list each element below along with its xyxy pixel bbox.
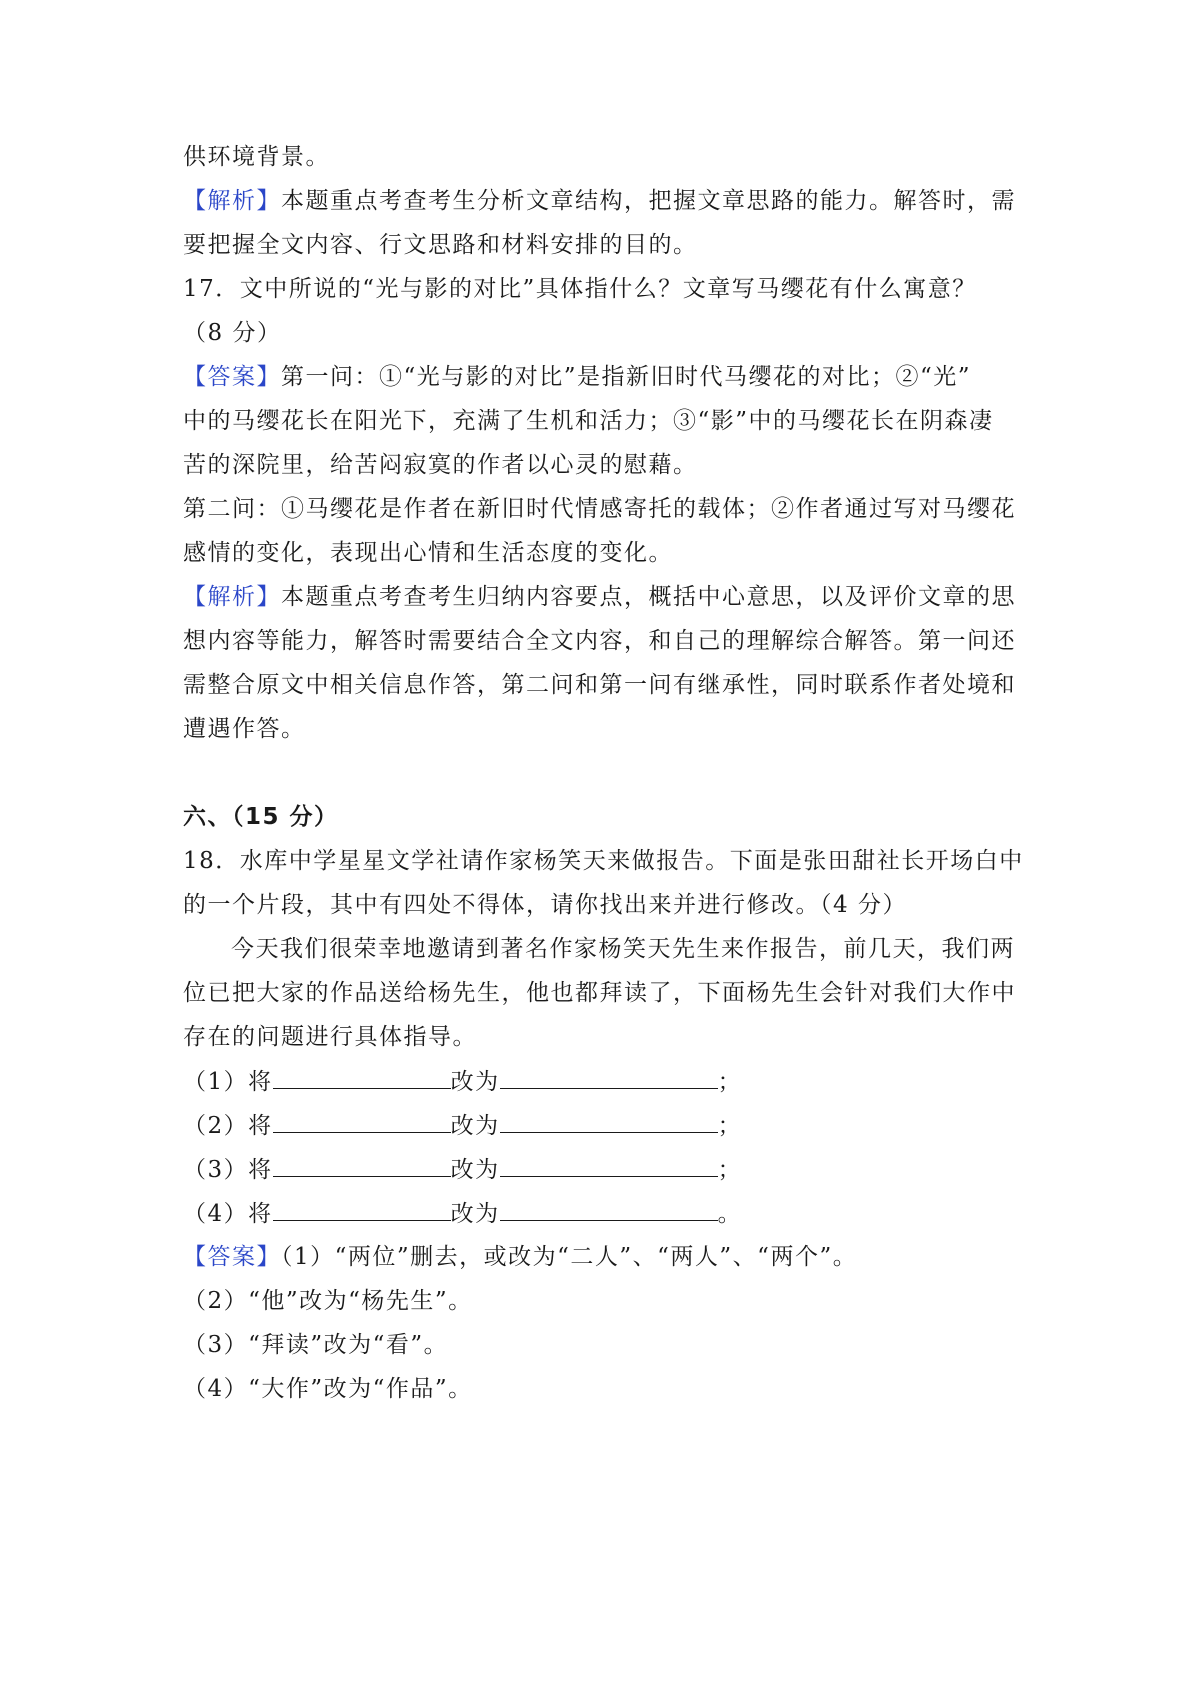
answer-line	[183, 362, 971, 392]
text-span: 将	[248, 1201, 273, 1227]
text-span: 遭遇作答。	[183, 716, 306, 742]
answer-blank[interactable]	[500, 1066, 718, 1089]
answer-line	[183, 1242, 857, 1272]
text-span: （1）“两位”删去，或改为“二人”、“两人”、“两个”。	[281, 1244, 858, 1270]
text-span: 改为	[450, 1069, 500, 1095]
text-line	[183, 142, 330, 172]
text-span: 18．水库中学星星文学社请作家杨笑天来做报告。下面是张田甜社长开场白中	[183, 848, 1024, 874]
item-number: （4）	[183, 1201, 249, 1227]
text-span: （8 分）	[183, 320, 282, 346]
text-line	[183, 626, 1016, 656]
text-line	[183, 230, 698, 260]
text-span: 感情的变化，表现出心情和生活态度的变化。	[183, 540, 673, 566]
text-span: 17．文中所说的“光与影的对比”具体指什么？文章写马缨花有什么寓意？	[183, 276, 977, 302]
text-span: 位已把大家的作品送给杨先生，他也都拜读了，下面杨先生会针对我们大作中	[183, 980, 1016, 1006]
text-span: 改为	[450, 1157, 500, 1183]
text-line	[183, 494, 1016, 524]
passage-line	[183, 978, 1016, 1008]
text-span: 的一个片段，其中有四处不得体，请你找出来并进行修改。（4 分）	[183, 892, 907, 918]
text-span: 将	[248, 1157, 273, 1183]
text-line	[183, 670, 1016, 700]
text-span: 将	[248, 1113, 273, 1139]
text-span: 。	[717, 1201, 743, 1227]
item-number: （3）	[183, 1157, 249, 1183]
question-18	[183, 846, 1024, 876]
text-span: ；	[717, 1069, 743, 1095]
answer-blank[interactable]	[273, 1066, 451, 1089]
text-line	[183, 714, 306, 744]
text-span: 改为	[450, 1113, 500, 1139]
text-span: （3）“拜读”改为“看”。	[183, 1332, 449, 1358]
answer-tag: 【答案】	[183, 364, 281, 390]
answer-blank[interactable]	[500, 1154, 718, 1177]
text-span: 今天我们很荣幸地邀请到著名作家杨笑天先生来作报告，前几天，我们两	[231, 936, 1015, 962]
text-span: 苦的深院里，给苦闷寂寞的作者以心灵的慰藉。	[183, 452, 698, 478]
text-span: 六、（15 分）	[183, 804, 339, 830]
text-span: 第一问：①“光与影的对比”是指新旧时代马缨花的对比；②“光”	[281, 364, 972, 390]
text-span: 改为	[450, 1201, 500, 1227]
passage-line	[183, 1022, 477, 1052]
text-line	[183, 538, 673, 568]
fill-item-4	[183, 1198, 742, 1229]
text-span: 想内容等能力，解答时需要结合全文内容，和自己的理解综合解答。第一问还	[183, 628, 1016, 654]
question-17	[183, 274, 977, 304]
fill-item-1	[183, 1066, 742, 1097]
answer-tag: 【答案】	[183, 1244, 281, 1270]
text-span: 第二问：①马缨花是作者在新旧时代情感寄托的载体；②作者通过写对马缨花	[183, 496, 1016, 522]
text-span: 供环境背景。	[183, 144, 330, 170]
text-span: 存在的问题进行具体指导。	[183, 1024, 477, 1050]
text-span: （2）“他”改为“杨先生”。	[183, 1288, 473, 1314]
text-span: （4）“大作”改为“作品”。	[183, 1376, 473, 1402]
item-number: （2）	[183, 1113, 249, 1139]
analysis-line	[183, 582, 1016, 612]
text-span: 本题重点考查考生归纳内容要点，概括中心意思，以及评价文章的思	[281, 584, 1016, 610]
text-span: 本题重点考查考生分析文章结构，把握文章思路的能力。解答时，需	[281, 188, 1016, 214]
passage-line	[231, 934, 1015, 964]
text-span: ；	[717, 1157, 743, 1183]
text-line	[183, 1330, 448, 1360]
text-line	[183, 450, 698, 480]
fill-item-3	[183, 1154, 742, 1185]
question-score	[183, 318, 281, 348]
analysis-line	[183, 186, 1016, 216]
analysis-tag: 【解析】	[183, 188, 281, 214]
text-span: 要把握全文内容、行文思路和材料安排的目的。	[183, 232, 698, 258]
answer-blank[interactable]	[273, 1110, 451, 1133]
answer-blank[interactable]	[500, 1110, 718, 1133]
fill-item-2	[183, 1110, 742, 1141]
text-line	[183, 1286, 473, 1316]
section-heading	[183, 802, 339, 832]
text-span: 需整合原文中相关信息作答，第二问和第一问有继承性，同时联系作者处境和	[183, 672, 1016, 698]
text-line	[183, 1374, 473, 1404]
answer-blank[interactable]	[273, 1198, 451, 1221]
text-span: 中的马缨花长在阳光下，充满了生机和活力；③“影”中的马缨花长在阴森凄	[183, 408, 994, 434]
text-line	[183, 890, 907, 920]
answer-blank[interactable]	[273, 1154, 451, 1177]
item-number: （1）	[183, 1069, 249, 1095]
text-line	[183, 406, 994, 436]
text-span: 将	[248, 1069, 273, 1095]
text-span: ；	[717, 1113, 743, 1139]
answer-blank[interactable]	[500, 1198, 718, 1221]
analysis-tag: 【解析】	[183, 584, 281, 610]
